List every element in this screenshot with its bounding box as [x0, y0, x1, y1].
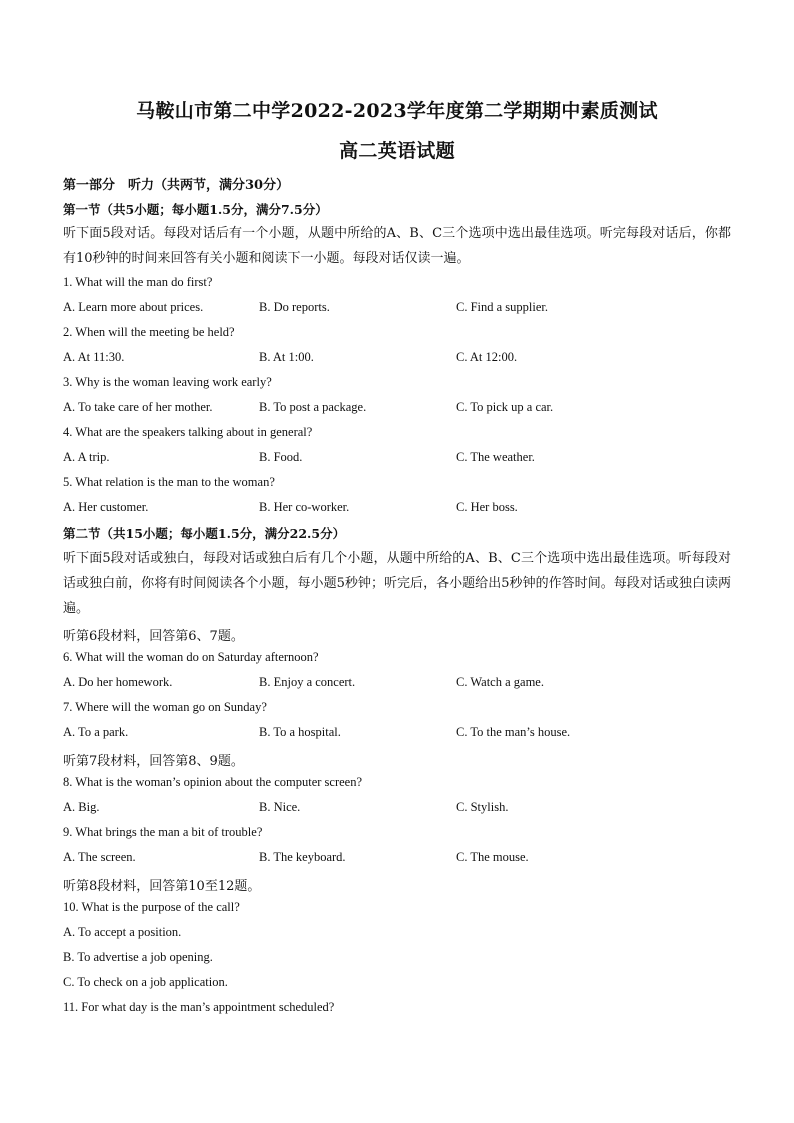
q3-option-c: C. To pick up a car. [456, 400, 554, 414]
question-4: 4. What are the speakers talking about in general? [63, 425, 313, 439]
q4-option-a: A. A trip. [63, 450, 110, 464]
q7-option-b: B. To a hospital. [259, 725, 341, 739]
part1-heading: 第一部分 听力（共两节，满分30分） [63, 178, 290, 193]
q9-option-c: C. The mouse. [456, 850, 529, 864]
question-1: 1. What will the man do first? [63, 275, 213, 289]
question-10: 10. What is the purpose of the call? [63, 900, 240, 914]
question-5: 5. What relation is the man to the woman? [63, 475, 275, 489]
q7-option-a: A. To a park. [63, 725, 129, 739]
q9-option-a: A. The screen. [63, 850, 136, 864]
q8-option-c: C. Stylish. [456, 800, 509, 814]
question-9: 9. What brings the man a bit of trouble? [63, 825, 263, 839]
q3-option-a: A. To take care of her mother. [63, 400, 213, 414]
q6-option-c: C. Watch a game. [456, 675, 544, 689]
question-8: 8. What is the woman’s opinion about the computer screen? [63, 775, 362, 789]
q1-option-c: C. Find a supplier. [456, 300, 549, 314]
q10-option-b: B. To advertise a job opening. [63, 950, 213, 964]
q8-option-a: A. Big. [63, 800, 100, 814]
q9-option-b: B. The keyboard. [259, 850, 346, 864]
q1-option-b: B. Do reports. [259, 300, 330, 314]
q7-option-c: C. To the man’s house. [456, 725, 571, 739]
question-11: 11. For what day is the man’s appointment scheduled? [63, 1000, 335, 1014]
exam-title: 马鞍山市第二中学2022-2023学年度第二学期期中素质测试 [136, 100, 658, 122]
q4-option-c: C. The weather. [456, 450, 535, 464]
q6-option-a: A. Do her homework. [63, 675, 173, 689]
q5-option-c: C. Her boss. [456, 500, 518, 514]
material-6-note: 听第6段材料，回答第6、7题。 [63, 629, 244, 644]
section2-instructions: 听下面5段对话或独白，每段对话或独白后有几个小题，从题中所给的A、B、C三个选项中选出最佳选项。听每段对话或独白前，你将有时间阅读各个小题，每小题5秒钟；听完后，各小题给出5秒钟的作答时间。每段对话或独白读两遍。 [63, 551, 731, 616]
question-3: 3. Why is the woman leaving work early? [63, 375, 272, 389]
section1-instructions: 听下面5段对话。每段对话后有一个小题，从题中所给的A、B、C三个选项中选出最佳选项。听完每段对话后，你都有10秒钟的时间来回答有关小题和阅读下一小题。每段对话仅读一遍。 [63, 226, 731, 266]
q6-option-b: B. Enjoy a concert. [259, 675, 356, 689]
q10-option-a: A. To accept a position. [63, 925, 182, 939]
section1-heading: 第一节（共5小题；每小题1.5分，满分7.5分） [63, 202, 328, 217]
section2-heading: 第二节（共15小题；每小题1.5分，满分22.5分） [63, 526, 346, 541]
question-7: 7. Where will the woman go on Sunday? [63, 700, 267, 714]
q10-option-c: C. To check on a job application. [63, 975, 228, 989]
q4-option-b: B. Food. [259, 450, 303, 464]
q1-option-a: A. Learn more about prices. [63, 300, 204, 314]
q5-option-b: B. Her co-worker. [259, 500, 350, 514]
q8-option-b: B. Nice. [259, 800, 301, 814]
q2-option-c: C. At 12:00. [456, 350, 518, 364]
material-8-note: 听第8段材料，回答第10至12题。 [63, 879, 261, 894]
question-2: 2. When will the meeting be held? [63, 325, 235, 339]
exam-subtitle: 高二英语试题 [339, 140, 455, 162]
q2-option-a: A. At 11:30. [63, 350, 125, 364]
q3-option-b: B. To post a package. [259, 400, 367, 414]
q5-option-a: A. Her customer. [63, 500, 149, 514]
q2-option-b: B. At 1:00. [259, 350, 314, 364]
question-6: 6. What will the woman do on Saturday afternoon? [63, 650, 319, 664]
material-7-note: 听第7段材料，回答第8、9题。 [63, 754, 244, 769]
